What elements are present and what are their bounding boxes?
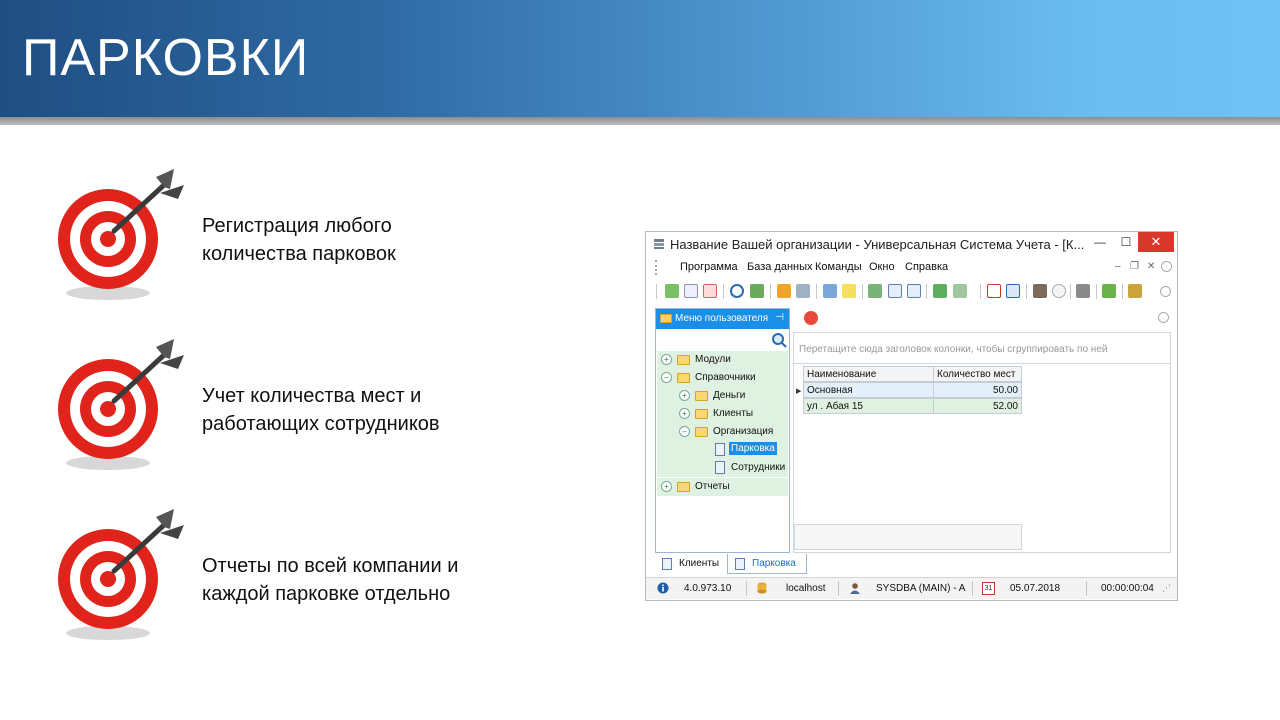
excel-icon[interactable] (933, 284, 947, 298)
menu-grip-icon (655, 260, 665, 275)
document-icon (715, 461, 725, 474)
toolbar-separator (980, 284, 981, 299)
document-icon (715, 443, 725, 456)
export-icon[interactable] (868, 284, 882, 298)
collapse-icon[interactable]: – (679, 426, 690, 437)
column-header-name[interactable]: Наименование (803, 366, 934, 382)
bullet-line: каждой парковке отдельно (202, 583, 451, 605)
tree-item-money[interactable] (657, 387, 788, 405)
user-menu-panel (655, 308, 790, 553)
column-header-places[interactable]: Количество мест (933, 366, 1022, 382)
users-icon[interactable] (1128, 284, 1142, 298)
server-database-icon (756, 582, 768, 594)
panel-close-icon[interactable] (1158, 312, 1169, 323)
slide-title: ПАРКОВКИ (22, 29, 310, 87)
tree-item-employees[interactable] (657, 459, 788, 477)
grid-cell-name[interactable]: Основная (803, 382, 934, 398)
document-icon (662, 558, 672, 570)
tree-item-modules[interactable] (657, 351, 788, 369)
bullet-text (202, 382, 440, 438)
row-indicator-icon: ▶ (796, 388, 802, 395)
tree-item-parking[interactable] (657, 441, 788, 459)
app-database-icon (653, 238, 665, 250)
menu-help[interactable]: Справка (905, 261, 949, 273)
document-panel (793, 308, 1171, 553)
copy-icon[interactable] (684, 284, 698, 298)
expand-all-icon[interactable] (888, 284, 902, 298)
bullet-2 (52, 335, 572, 475)
bullet-line: Отчеты по всей компании и (202, 555, 459, 577)
tab-clients[interactable] (655, 554, 727, 574)
folder-open-icon (677, 373, 690, 383)
tree-item-reports[interactable] (657, 478, 788, 496)
bullet-line: Учет количества мест и (202, 385, 422, 407)
toolbar-separator (926, 284, 927, 299)
menu-window[interactable]: Окно (869, 261, 895, 273)
new-window-icon[interactable] (987, 284, 1001, 298)
tree-item-label: Организация (713, 426, 774, 437)
header-divider (0, 117, 1280, 125)
user-menu-title: Меню пользователя (675, 313, 769, 324)
tab-label: Парковка (752, 558, 796, 569)
resize-grip-icon[interactable]: ⋰ (1162, 583, 1171, 593)
expand-icon[interactable]: + (679, 408, 690, 419)
group-by-area[interactable]: Перетащите сюда заголовок колонки, чтобы сгруппировать по ней (793, 332, 1171, 364)
filter-icon[interactable] (777, 284, 791, 298)
maximize-button[interactable]: ☐ (1120, 235, 1132, 249)
tree-item-label: Модули (695, 354, 731, 365)
mdi-restore-button[interactable]: ❐ (1130, 261, 1139, 272)
target-dart-icon (52, 165, 192, 305)
target-dart-icon (52, 505, 192, 645)
tree-item-label: Деньги (713, 390, 746, 401)
folder-icon (695, 391, 708, 401)
bullet-line: работающих сотрудников (202, 413, 440, 435)
tab-parking[interactable] (727, 554, 807, 574)
folder-icon (695, 409, 708, 419)
date-text: 05.07.2018 (1010, 583, 1061, 594)
mdi-extra-icon[interactable] (1161, 261, 1172, 272)
tree-item-label (729, 443, 777, 454)
sync-icon[interactable] (750, 284, 764, 298)
target-dart-icon (52, 335, 192, 475)
pin-icon[interactable]: ⊣ (775, 312, 784, 323)
toolbar-separator (1096, 284, 1097, 299)
search-icon[interactable] (771, 332, 787, 348)
check-icon[interactable] (1102, 284, 1116, 298)
collapse-icon[interactable]: – (661, 372, 672, 383)
toolbar-separator (816, 284, 817, 299)
info-icon (657, 582, 669, 594)
tree-item-clients[interactable] (657, 405, 788, 423)
note-icon[interactable] (842, 284, 856, 298)
grid-cell-name[interactable]: ул . Абая 15 (803, 398, 934, 414)
menu-bar (646, 258, 1177, 278)
bullet-text (202, 212, 396, 268)
report-dropdown-icon[interactable] (953, 284, 967, 298)
timer-text: 00:00:00:04 (1101, 583, 1154, 594)
mdi-close-button[interactable]: ✕ (1147, 261, 1156, 272)
toolbar-separator (656, 284, 657, 299)
expand-icon[interactable]: + (679, 390, 690, 401)
user-icon (849, 582, 861, 594)
insert-icon[interactable] (823, 284, 837, 298)
window-titlebar (646, 232, 1177, 256)
toolbar-close-icon[interactable] (1160, 286, 1171, 297)
tree-item-selected-label: Парковка (731, 443, 775, 454)
toolbar-separator (1122, 284, 1123, 299)
bullet-line: Регистрация любого (202, 215, 392, 237)
tree-item-label: Сотрудники (731, 462, 786, 473)
grid-footer (794, 524, 1022, 550)
folder-open-icon (695, 427, 708, 437)
mdi-minimize-button[interactable]: – (1115, 261, 1121, 272)
menu-program[interactable]: Программа (680, 261, 738, 273)
minimize-button[interactable]: — (1094, 235, 1106, 249)
app-window (645, 231, 1178, 601)
document-tabs (655, 554, 1175, 574)
tree-item-organization[interactable] (657, 423, 788, 441)
folder-icon (677, 355, 690, 365)
tree-item-references[interactable] (657, 369, 788, 387)
delete-icon[interactable] (703, 284, 717, 298)
status-bar (646, 577, 1177, 599)
document-icon (735, 558, 745, 570)
toolbar-separator (1070, 284, 1071, 299)
menu-database[interactable]: База данных (747, 261, 813, 273)
folder-icon (660, 314, 672, 323)
status-separator (972, 581, 973, 596)
data-grid (793, 364, 1171, 553)
user-menu-header (656, 309, 789, 329)
expand-icon[interactable]: + (661, 481, 672, 492)
bullet-text (202, 552, 458, 608)
refresh-icon[interactable] (804, 311, 818, 325)
version-text: 4.0.973.10 (684, 583, 732, 594)
grid-cell-places[interactable]: 52.00 (933, 398, 1022, 414)
stop-icon[interactable] (1052, 284, 1066, 298)
grid-cell-places[interactable]: 50.00 (933, 382, 1022, 398)
calendar-icon: 31 (982, 582, 995, 595)
status-separator (746, 581, 747, 596)
user-text: SYSDBA (MAIN) - A (876, 583, 966, 594)
refresh-icon[interactable] (665, 284, 679, 298)
window-icon[interactable] (1006, 284, 1020, 298)
slide-header (0, 0, 1280, 117)
bullet-line: количества парковок (202, 243, 396, 265)
toolbar-separator (862, 284, 863, 299)
tab-label: Клиенты (679, 558, 720, 569)
expand-icon[interactable]: + (661, 354, 672, 365)
tree-item-label: Справочники (695, 372, 756, 383)
server-text: localhost (786, 583, 826, 594)
status-separator (1086, 581, 1087, 596)
filter-clear-icon[interactable] (796, 284, 810, 298)
close-button[interactable]: ✕ (1138, 232, 1174, 252)
tree-item-label: Отчеты (695, 481, 730, 492)
folder-icon (677, 482, 690, 492)
bullet-1 (52, 165, 572, 305)
toolbar-separator (770, 284, 771, 299)
toolbar-separator (723, 284, 724, 299)
tree-item-label: Клиенты (713, 408, 754, 419)
bullet-3 (52, 505, 572, 645)
window-title: Название Вашей организации - Универсальная Система Учета - [К... (670, 237, 1085, 252)
collapse-all-icon[interactable] (907, 284, 921, 298)
tools-icon[interactable] (1076, 284, 1090, 298)
door-icon[interactable] (1033, 284, 1047, 298)
menu-commands[interactable]: Команды (815, 261, 862, 273)
search-icon[interactable] (730, 284, 744, 298)
toolbar-separator (1026, 284, 1027, 299)
toolbar (646, 280, 1177, 304)
status-separator (838, 581, 839, 596)
